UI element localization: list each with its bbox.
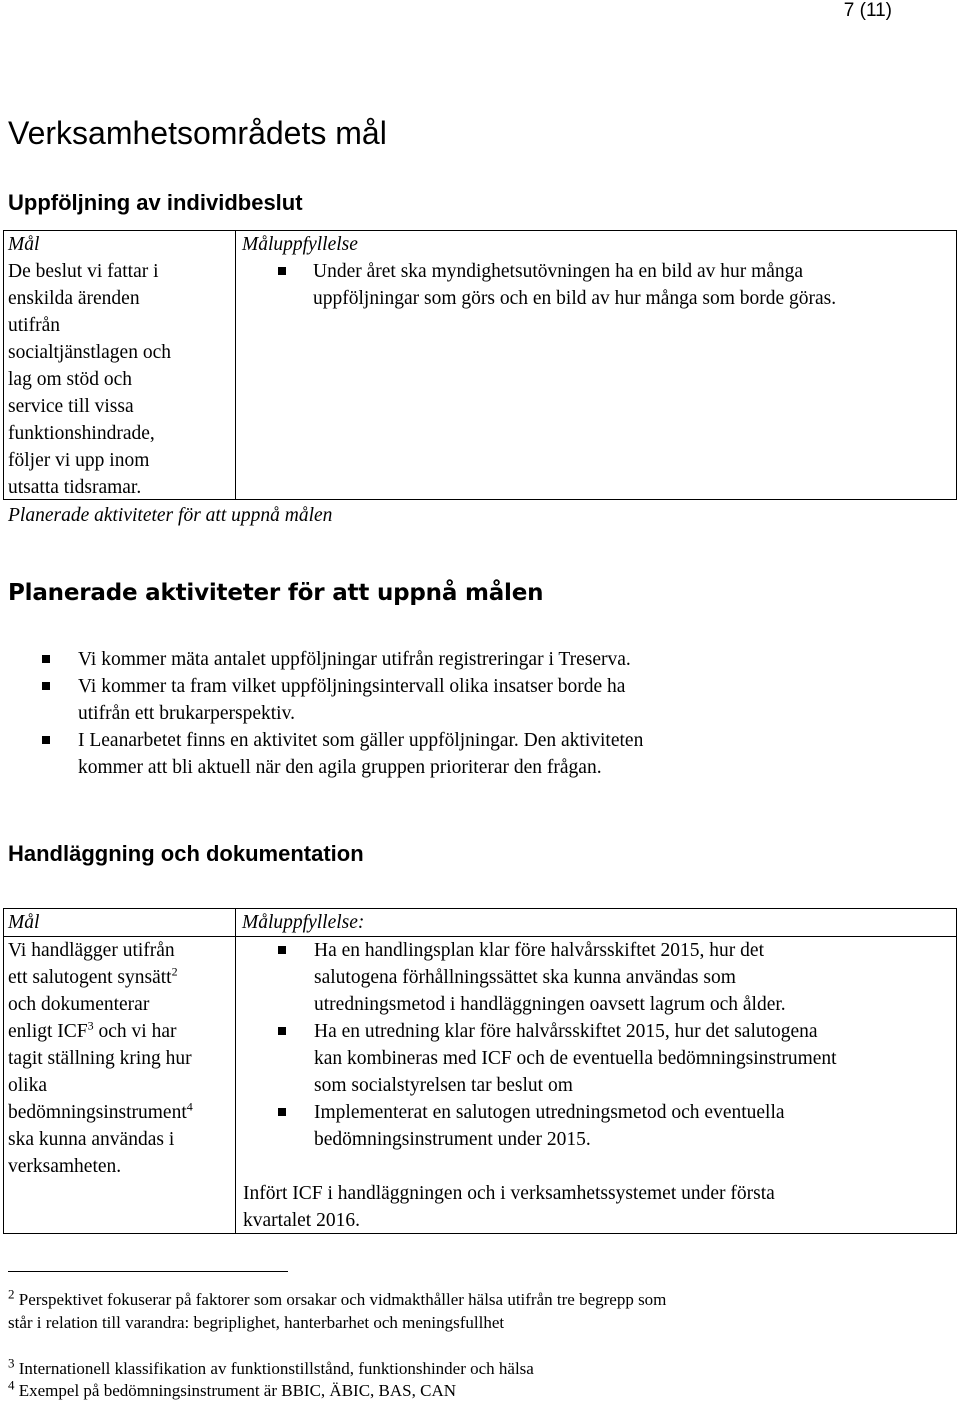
result-header: Måluppfyllelse [242,234,358,255]
goal-text [8,258,230,501]
bullet-square-icon [278,946,286,954]
goal-text-2 [8,937,232,1180]
goal-line: enskilda ärenden [8,288,140,309]
result-line: som socialstyrelsen tar beslut om [314,1075,573,1096]
footnote-text: Exempel på bedömningsinstrument är BBIC, ÄBIC, BAS, CAN [18,1381,457,1400]
footnote-2 [8,1288,953,1334]
goal-header: Mål [8,234,40,255]
goal-line: funktionshindrade, [8,423,155,444]
goal-line [8,1018,232,1045]
goal-line: tagit ställning kring hur [8,1048,192,1069]
result-line: utredningsmetod i handläggningen oavsett lagrum och ålder. [314,994,786,1015]
goal-line: följer vi upp inom [8,450,150,471]
bullet-square-icon [278,267,286,275]
result-line: Under året ska myndighetsutövningen ha en bild av hur många [313,261,804,282]
goal-line: Vi handlägger utifrån [8,940,175,961]
result-note [243,1180,953,1234]
goal-line-text: bedömningsinstrument [8,1102,187,1123]
activity-line: kommer att bli aktuell när den agila gruppen prioriterar den frågan. [78,757,602,778]
goal-line [8,964,232,991]
bullet-square-icon [278,1108,286,1116]
result-line: Ha en handlingsplan klar före halvårsskiftet 2015, hur det [314,940,764,961]
goal-line: De beslut vi fattar i [8,261,159,282]
result-item [314,1099,954,1153]
footnote-ref: 4 [186,1099,193,1114]
goal-line: socialtjänstlagen och [8,342,171,363]
page-number: 7 (11) [843,0,892,21]
goal-line: och dokumenterar [8,994,150,1015]
section2-heading: Handläggning och dokumentation [8,841,364,866]
footnote-3 [8,1357,953,1380]
activity-item: Vi kommer mäta antalet uppföljningar utifrån registreringar i Treserva. [78,649,631,670]
bullet-square-icon [278,1027,286,1035]
footnote-text: Internationell klassifikation av funktionstillstånd, funktionshinder och hälsa [18,1359,534,1378]
result-line: bedömningsinstrument under 2015. [314,1129,591,1150]
goal-line [8,1099,232,1126]
result-line: Infört ICF i handläggningen och i verksamhetssystemet under första [243,1183,775,1204]
goal-line: service till vissa [8,396,134,417]
result-item [314,937,954,1018]
goal-line: ska kunna användas i [8,1129,175,1150]
goal-line-text: och vi har [93,1021,177,1042]
footnote-separator [8,1271,288,1272]
footnote-number: 2 [8,1286,15,1302]
bullet-square-icon [42,682,50,690]
goal-line: utsatta tidsramar. [8,477,142,498]
goal-line-text: ett salutogent synsätt [8,967,172,988]
goal-header-2: Mål [8,912,40,933]
footnote-number: 3 [8,1355,15,1371]
goal-line: lag om stöd och [8,369,133,390]
result-line: uppföljningar som görs och en bild av hur många som borde göras. [313,288,837,309]
activities-heading: Planerade aktiviteter för att uppnå målen [8,580,544,606]
goal-line: utifrån [8,315,60,336]
goal-line: olika [8,1075,47,1096]
bullet-square-icon [42,736,50,744]
result-line: Implementerat en salutogen utredningsmetod och eventuella [314,1102,785,1123]
footnote-number: 4 [8,1377,15,1393]
activity-line: utifrån ett brukarperspektiv. [78,703,295,724]
planned-label: Planerade aktiviteter för att uppnå målen [8,505,333,526]
result-header-2: Måluppfyllelse: [242,912,365,933]
goal-line-text: enligt ICF [8,1021,88,1042]
result-item [314,1018,954,1099]
footnote-4 [8,1379,953,1402]
footnote-line [8,1288,953,1311]
result-line: salutogena förhållningssättet ska kunna användas som [314,967,736,988]
activity-line: Vi kommer ta fram vilket uppföljningsintervall olika insatser borde ha [78,676,626,697]
bullet-square-icon [42,655,50,663]
footnote-line: står i relation till varandra: begriplighet, hanterbarhet och meningsfullhet [8,1313,505,1332]
activity-item [78,727,643,781]
result-line: Ha en utredning klar före halvårsskiftet 2015, hur det salutogena [314,1021,818,1042]
footnote-text: Perspektivet fokuserar på faktorer som orsakar och vidmakthåller hälsa utifrån tre begrepp som [18,1290,667,1309]
activity-item [78,673,625,727]
section-title: Verksamhetsområdets mål [8,115,387,151]
result-line: kan kombineras med ICF och de eventuella bedömningsinstrument [314,1048,837,1069]
sub-title: Uppföljning av individbeslut [8,190,303,215]
result-bullet [313,258,953,312]
result-line: kvartalet 2016. [243,1210,360,1231]
activity-line: I Leanarbetet finns en aktivitet som gäller uppföljningar. Den aktiviteten [78,730,644,751]
footnote-ref: 3 [87,1018,94,1033]
footnote-ref: 2 [171,964,178,979]
goal-line: verksamheten. [8,1156,122,1177]
